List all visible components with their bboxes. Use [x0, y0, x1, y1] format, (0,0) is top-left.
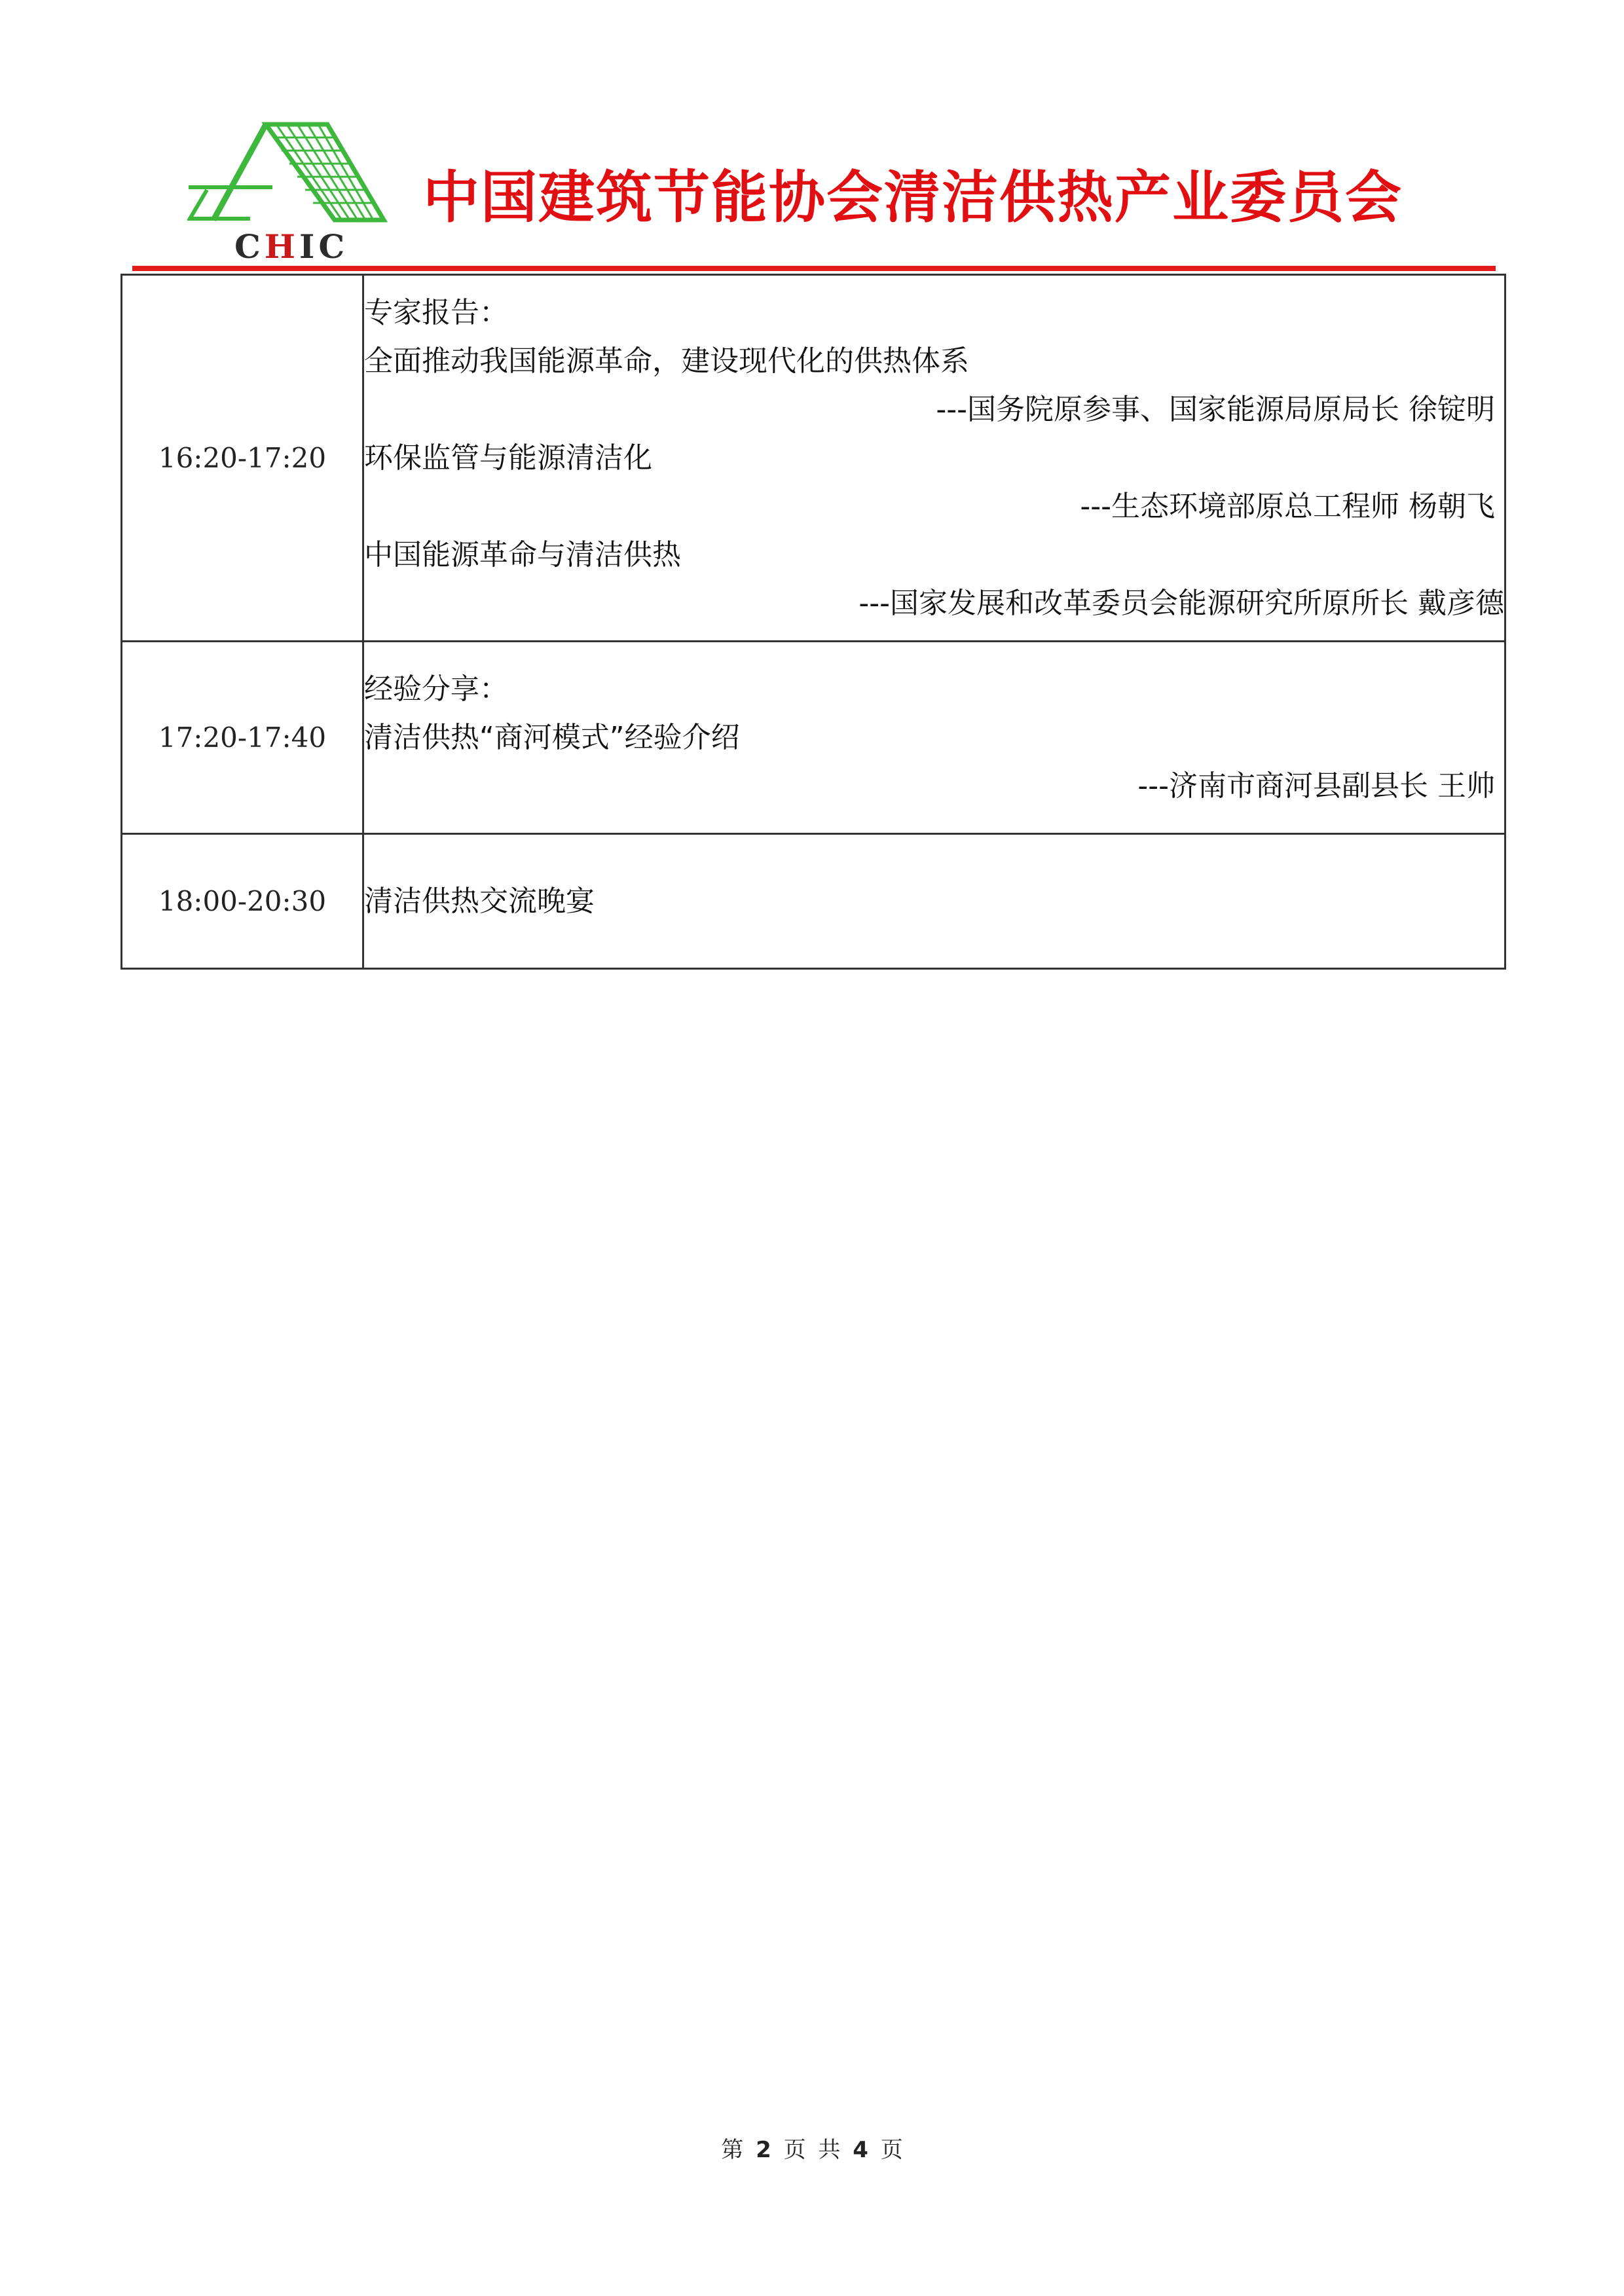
current-page-number: 2 — [756, 2137, 771, 2163]
agenda-row — [122, 642, 1505, 834]
talk-speaker: ---济南市商河县副县长 王帅 — [1137, 769, 1495, 803]
agenda-table — [120, 274, 1506, 970]
session-content — [363, 642, 1505, 834]
section-heading: 专家报告： — [364, 295, 508, 329]
talk-title: 清洁供热“商河模式”经验介绍 — [364, 720, 740, 754]
talk-speaker: ---国务院原参事、国家能源局原局长 徐锭明 — [936, 392, 1495, 426]
talk-title: 全面推动我国能源革命，建设现代化的供热体系 — [364, 344, 969, 378]
chic-logo — [187, 122, 392, 263]
talk-speaker: ---国家发展和改革委员会能源研究所原所长 戴彦德 — [858, 586, 1504, 620]
header-divider — [132, 266, 1496, 271]
time-slot: 18:00-20:30 — [122, 834, 363, 969]
talk-speaker: ---生态环境部原总工程师 杨朝飞 — [1080, 489, 1495, 523]
event-title: 清洁供热交流晚宴 — [364, 884, 595, 918]
session-content — [363, 275, 1505, 642]
agenda-row — [122, 275, 1505, 642]
session-content — [363, 834, 1505, 969]
time-slot: 17:20-17:40 — [122, 642, 363, 834]
footer-prefix: 第 — [721, 2137, 744, 2163]
footer-suffix: 页 — [880, 2137, 903, 2163]
organization-title: 中国建筑节能协会清洁供热产业委员会 — [423, 165, 1403, 230]
agenda-row — [122, 834, 1505, 969]
talk-title: 中国能源革命与清洁供热 — [364, 538, 681, 572]
page-footer — [0, 2132, 1624, 2164]
time-slot: 16:20-17:20 — [122, 275, 363, 642]
svg-text:CHIC: CHIC — [234, 227, 349, 263]
page-header — [0, 0, 1624, 282]
total-page-count: 4 — [853, 2137, 868, 2163]
footer-middle: 页 共 — [783, 2137, 841, 2163]
section-heading: 经验分享： — [364, 672, 508, 706]
house-grid-logo-icon — [187, 122, 392, 263]
talk-title: 环保监管与能源清洁化 — [364, 441, 652, 475]
